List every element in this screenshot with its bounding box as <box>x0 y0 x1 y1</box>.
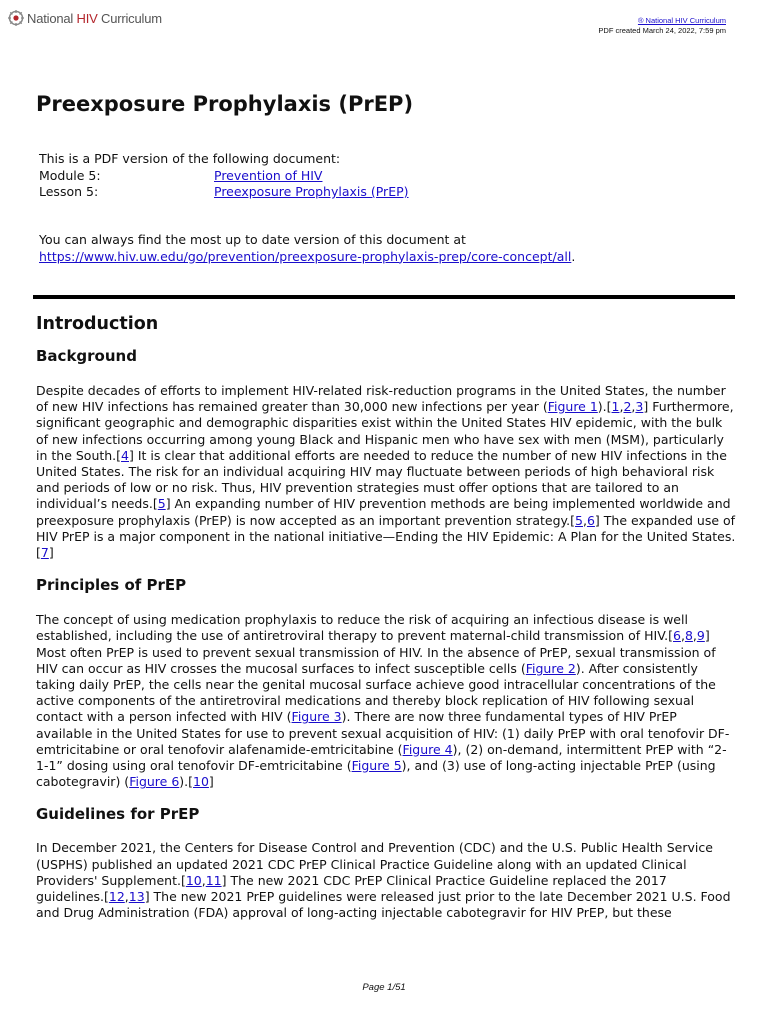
document-url-link[interactable]: https://www.hiv.uw.edu/go/prevention/preexposure-prophylaxis-prep/core-concept/all <box>39 248 572 264</box>
document-meta <box>39 151 409 201</box>
text-run: ).[ <box>597 399 612 415</box>
text-run: , <box>582 512 587 528</box>
ref-9-link[interactable]: 9 <box>696 628 705 644</box>
text-run: ] Most often PrEP is used to prevent sexual transmission of HIV. In the absence of PrEP, sexual transmission of HIV can occur as HIV crosses the mucosal surfaces to infect susceptible cells ( <box>36 628 716 676</box>
background-paragraph <box>36 383 736 561</box>
text-run: ).[ <box>179 774 194 790</box>
module-label: Module 5: <box>39 167 101 183</box>
ref-8-link[interactable]: 8 <box>684 628 693 644</box>
introduction-heading: Introduction <box>36 314 159 334</box>
figure-3-link[interactable]: Figure 3 <box>291 709 342 725</box>
ref-2-link[interactable]: 2 <box>623 399 632 415</box>
text-run: ] The new 2021 PrEP guidelines were released just prior to the late December 2021 U.S. Food and Drug Administration (FDA) approval of long-acting injectable cabotegravir for HIV PrEP, but these <box>36 889 731 921</box>
text-run: , <box>201 872 206 888</box>
lesson-label: Lesson 5: <box>39 184 99 199</box>
ref-12-link[interactable]: 12 <box>108 889 125 905</box>
copyright-link[interactable]: ® National HIV Curriculum <box>637 16 726 25</box>
ref-5-link[interactable]: 5 <box>157 496 166 512</box>
text-run: , <box>680 628 685 644</box>
pdf-version-note: This is a PDF version of the following document: <box>39 151 341 166</box>
header-meta <box>598 16 726 36</box>
ref-10-link[interactable]: 10 <box>193 774 209 790</box>
logo-text-national: National <box>27 10 77 26</box>
text-run: , <box>631 399 636 415</box>
ref-10-link[interactable]: 10 <box>185 872 202 888</box>
page-title: Preexposure Prophylaxis (PrEP) <box>36 92 414 116</box>
ref-11-link[interactable]: 11 <box>205 872 222 888</box>
ref-6-link[interactable]: 6 <box>673 628 681 644</box>
text-run: ] The new 2021 CDC PrEP Clinical Practice Guideline replaced the 2017 guidelines.[ <box>36 872 667 905</box>
figure-2-link[interactable]: Figure 2 <box>525 660 576 676</box>
url-period: . <box>571 248 576 264</box>
ref-6-link[interactable]: 6 <box>586 512 595 528</box>
text-run: Despite decades of efforts to implement HIV-related risk-reduction programs in the United States, the number of new HIV infections has remained greater than 30,000 new infections per year ( <box>36 383 726 415</box>
divider-rule <box>33 295 735 299</box>
figure-4-link[interactable]: Figure 4 <box>402 741 453 757</box>
principles-heading: Principles of PrEP <box>36 576 187 595</box>
latest-version-note <box>39 232 575 265</box>
ref-5-link[interactable]: 5 <box>575 512 583 528</box>
ref-1-link[interactable]: 1 <box>611 399 620 415</box>
text-run: ). There are now three fundamental types of HIV PrEP available in the United States for use to prevent sexual acquisition of HIV: (1) daily PrEP with oral tenofovir DF-emtricitabine or oral tenofovir alafenamide-emtricitabine ( <box>36 709 730 757</box>
background-heading: Background <box>36 347 137 365</box>
text-run: The concept of using medication prophylaxis to reduce the risk of acquiring an infectious disease is well established, including the use of antiretroviral therapy to prevent maternal-child transmission of HIV.[ <box>36 612 688 644</box>
ref-3-link[interactable]: 3 <box>635 399 644 415</box>
text-run: In December 2021, the Centers for Disease Control and Prevention (CDC) and the U.S. Public Health Service (USPHS) published an updated 2021 CDC PrEP Clinical Practice Guideline along with an updated Clinical Providers' Supplement.[ <box>36 840 713 888</box>
guidelines-paragraph <box>36 840 736 921</box>
ref-13-link[interactable]: 13 <box>128 889 145 905</box>
figure-1-link[interactable]: Figure 1 <box>547 399 598 415</box>
text-run: , <box>692 628 697 644</box>
logo-text-hiv: HIV <box>76 10 98 26</box>
figure-6-link[interactable]: Figure 6 <box>129 774 180 790</box>
text-run: ), and (3) use of long-acting injectable PrEP (using cabotegravir) ( <box>36 758 716 790</box>
ref-7-link[interactable]: 7 <box>40 545 49 561</box>
text-run: ] <box>208 774 214 790</box>
text-run: ] It is clear that additional efforts are needed to reduce the number of new HIV infections in the United States. The risk for an individual acquiring HIV may fluctuate between periods of high behavioral risk and periods of low or no risk. Thus, HIV prevention strategies must offer options that are tailored to an individual’s needs.[ <box>36 447 727 512</box>
lesson-row <box>39 184 409 201</box>
ref-4-link[interactable]: 4 <box>121 447 129 463</box>
figure-5-link[interactable]: Figure 5 <box>351 758 402 774</box>
main-content <box>36 312 736 921</box>
text-run: ), (2) on-demand, intermittent PrEP with “2-1-1” dosing using oral tenofovir DF-emtricitabine ( <box>36 741 727 774</box>
logo-text <box>27 11 162 26</box>
logo-text-curriculum: Curriculum <box>97 10 162 26</box>
text-run: ). After consistently taking daily PrEP, the cells near the genital mucosal surface achieve good intracellular concentrations of the active components of the antiretroviral medications and thereby block replication of HIV following sexual contact with a person infected with HIV ( <box>36 660 716 725</box>
text-run: ] <box>48 545 54 561</box>
page-header <box>8 8 726 40</box>
text-run: , <box>124 889 129 905</box>
text-run: ] The expanded use of HIV PrEP is a major component in the national initiative—Ending the HIV Epidemic: A Plan for the United States.[ <box>36 512 736 561</box>
text-run: ] An expanding number of HIV prevention methods are being implemented worldwide and preexposure prophylaxis (PrEP) is now accepted as an important prevention strategy.[ <box>36 496 731 528</box>
module-row <box>39 168 409 185</box>
page-number: Page 1/51 <box>362 982 406 993</box>
latest-version-text: You can always find the most up to date version of this document at <box>39 232 466 247</box>
text-run: ] Furthermore, significant geographic and demographic disparities exist within the United States HIV epidemic, with the bulk of new infections occurring among young Black and Hispanic men who have sex with men (MSM), particularly in the South.[ <box>36 399 734 463</box>
text-run: , <box>619 399 624 415</box>
logo <box>8 10 162 26</box>
principles-paragraph <box>36 612 736 790</box>
logo-icon <box>8 10 24 26</box>
lesson-link[interactable]: Preexposure Prophylaxis (PrEP) <box>214 184 409 199</box>
guidelines-heading: Guidelines for PrEP <box>36 805 200 824</box>
pdf-created-date: PDF created March 24, 2022, 7:59 pm <box>598 26 726 35</box>
module-link[interactable]: Prevention of HIV <box>214 167 323 183</box>
